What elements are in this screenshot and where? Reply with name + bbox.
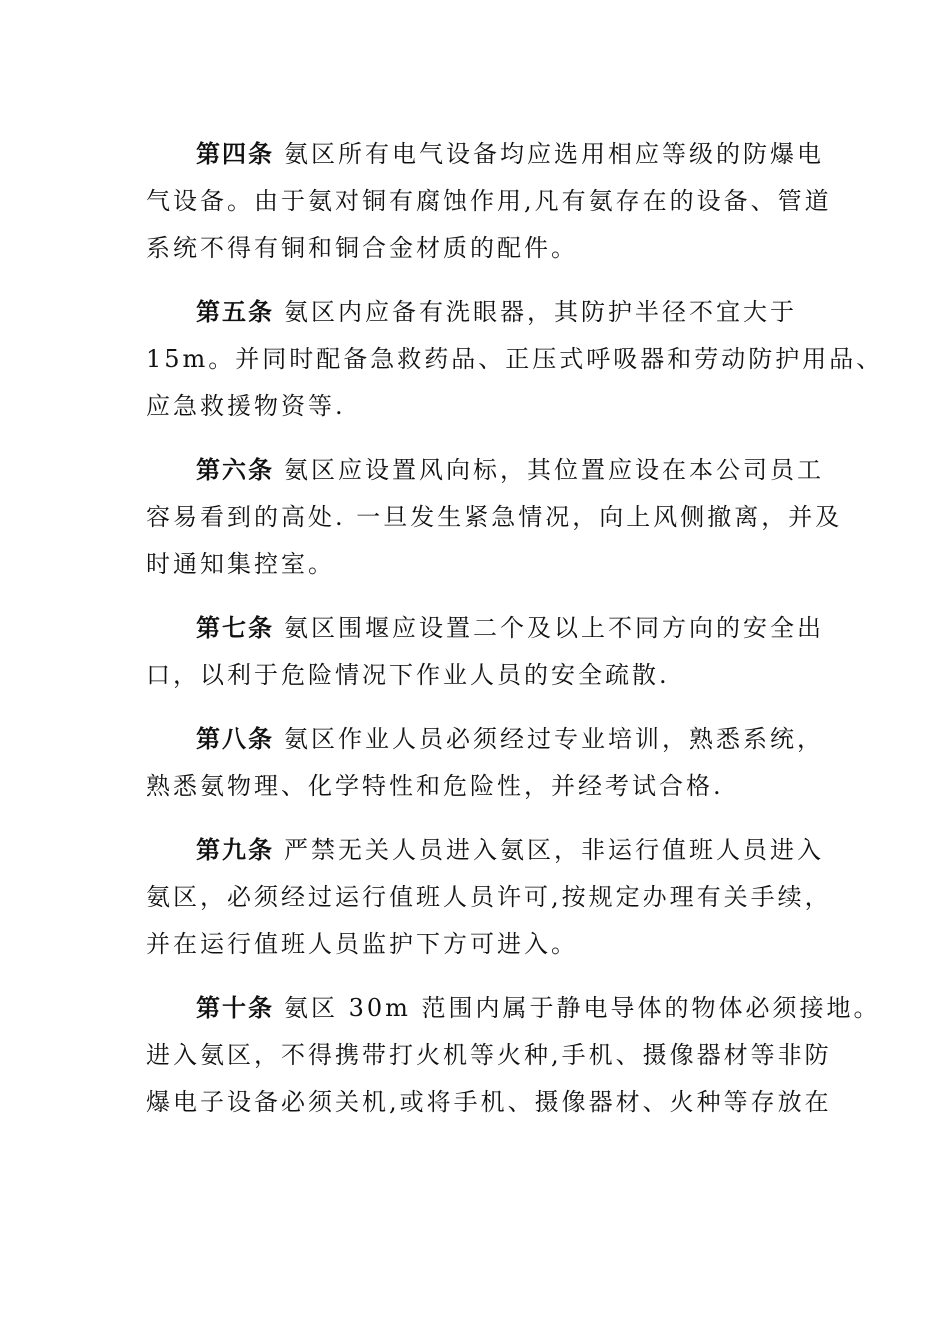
article-first-line bbox=[146, 827, 826, 874]
article-9 bbox=[146, 827, 832, 968]
article-text: 氨区所有电气设备均应选用相应等级的防爆电 bbox=[284, 140, 824, 168]
article-5 bbox=[146, 289, 884, 430]
article-label: 第十条 bbox=[196, 994, 274, 1022]
article-text: 应急救援物资等. bbox=[146, 392, 346, 420]
article-label: 第六条 bbox=[196, 456, 274, 484]
article-text: 氨区 30m 范围内属于静电导体的物体必须接地。 bbox=[284, 994, 881, 1022]
article-label: 第七条 bbox=[196, 614, 274, 642]
article-6 bbox=[146, 447, 843, 588]
article-4 bbox=[146, 131, 832, 272]
article-first-line bbox=[146, 131, 826, 178]
article-first-line bbox=[146, 289, 826, 336]
article-10 bbox=[146, 985, 881, 1126]
article-text: 进入氨区，不得携带打火机等火种,手机、摄像器材等非防 bbox=[146, 1041, 832, 1069]
article-text: 口，以利于危险情况下作业人员的安全疏散. bbox=[146, 661, 670, 689]
document-page bbox=[146, 131, 884, 1143]
article-text: 15m。并同时配备急救药品、正压式呼吸器和劳动防护用品、 bbox=[146, 345, 884, 373]
article-8 bbox=[146, 716, 826, 810]
article-label: 第五条 bbox=[196, 298, 274, 326]
article-text: 氨区应设置风向标，其位置应设在本公司员工 bbox=[284, 456, 824, 484]
article-text: 系统不得有铜和铜合金材质的配件。 bbox=[146, 234, 578, 262]
article-text: 气设备。由于氨对铜有腐蚀作用,凡有氨存在的设备、管道 bbox=[146, 187, 832, 215]
article-text: 氨区围堰应设置二个及以上不同方向的安全出 bbox=[284, 614, 824, 642]
article-label: 第九条 bbox=[196, 836, 274, 864]
article-label: 第四条 bbox=[196, 140, 274, 168]
article-7 bbox=[146, 605, 826, 699]
article-text: 并在运行值班人员监护下方可进入。 bbox=[146, 930, 578, 958]
article-text: 爆电子设备必须关机,或将手机、摄像器材、火种等存放在 bbox=[146, 1088, 832, 1116]
article-text: 氨区作业人员必须经过专业培训，熟悉系统， bbox=[284, 725, 824, 753]
article-first-line bbox=[146, 447, 826, 494]
article-first-line bbox=[146, 716, 826, 763]
article-text: 严禁无关人员进入氨区，非运行值班人员进入 bbox=[284, 836, 824, 864]
article-label: 第八条 bbox=[196, 725, 274, 753]
article-first-line bbox=[146, 985, 881, 1032]
article-text: 容易看到的高处. 一旦发生紧急情况，向上风侧撤离，并及 bbox=[146, 503, 843, 531]
article-first-line bbox=[146, 605, 826, 652]
article-text: 时通知集控室。 bbox=[146, 550, 335, 578]
article-text: 氨区内应备有洗眼器，其防护半径不宜大于 bbox=[284, 298, 797, 326]
article-text: 熟悉氨物理、化学特性和危险性，并经考试合格. bbox=[146, 772, 724, 800]
article-text: 氨区，必须经过运行值班人员许可,按规定办理有关手续， bbox=[146, 883, 832, 911]
